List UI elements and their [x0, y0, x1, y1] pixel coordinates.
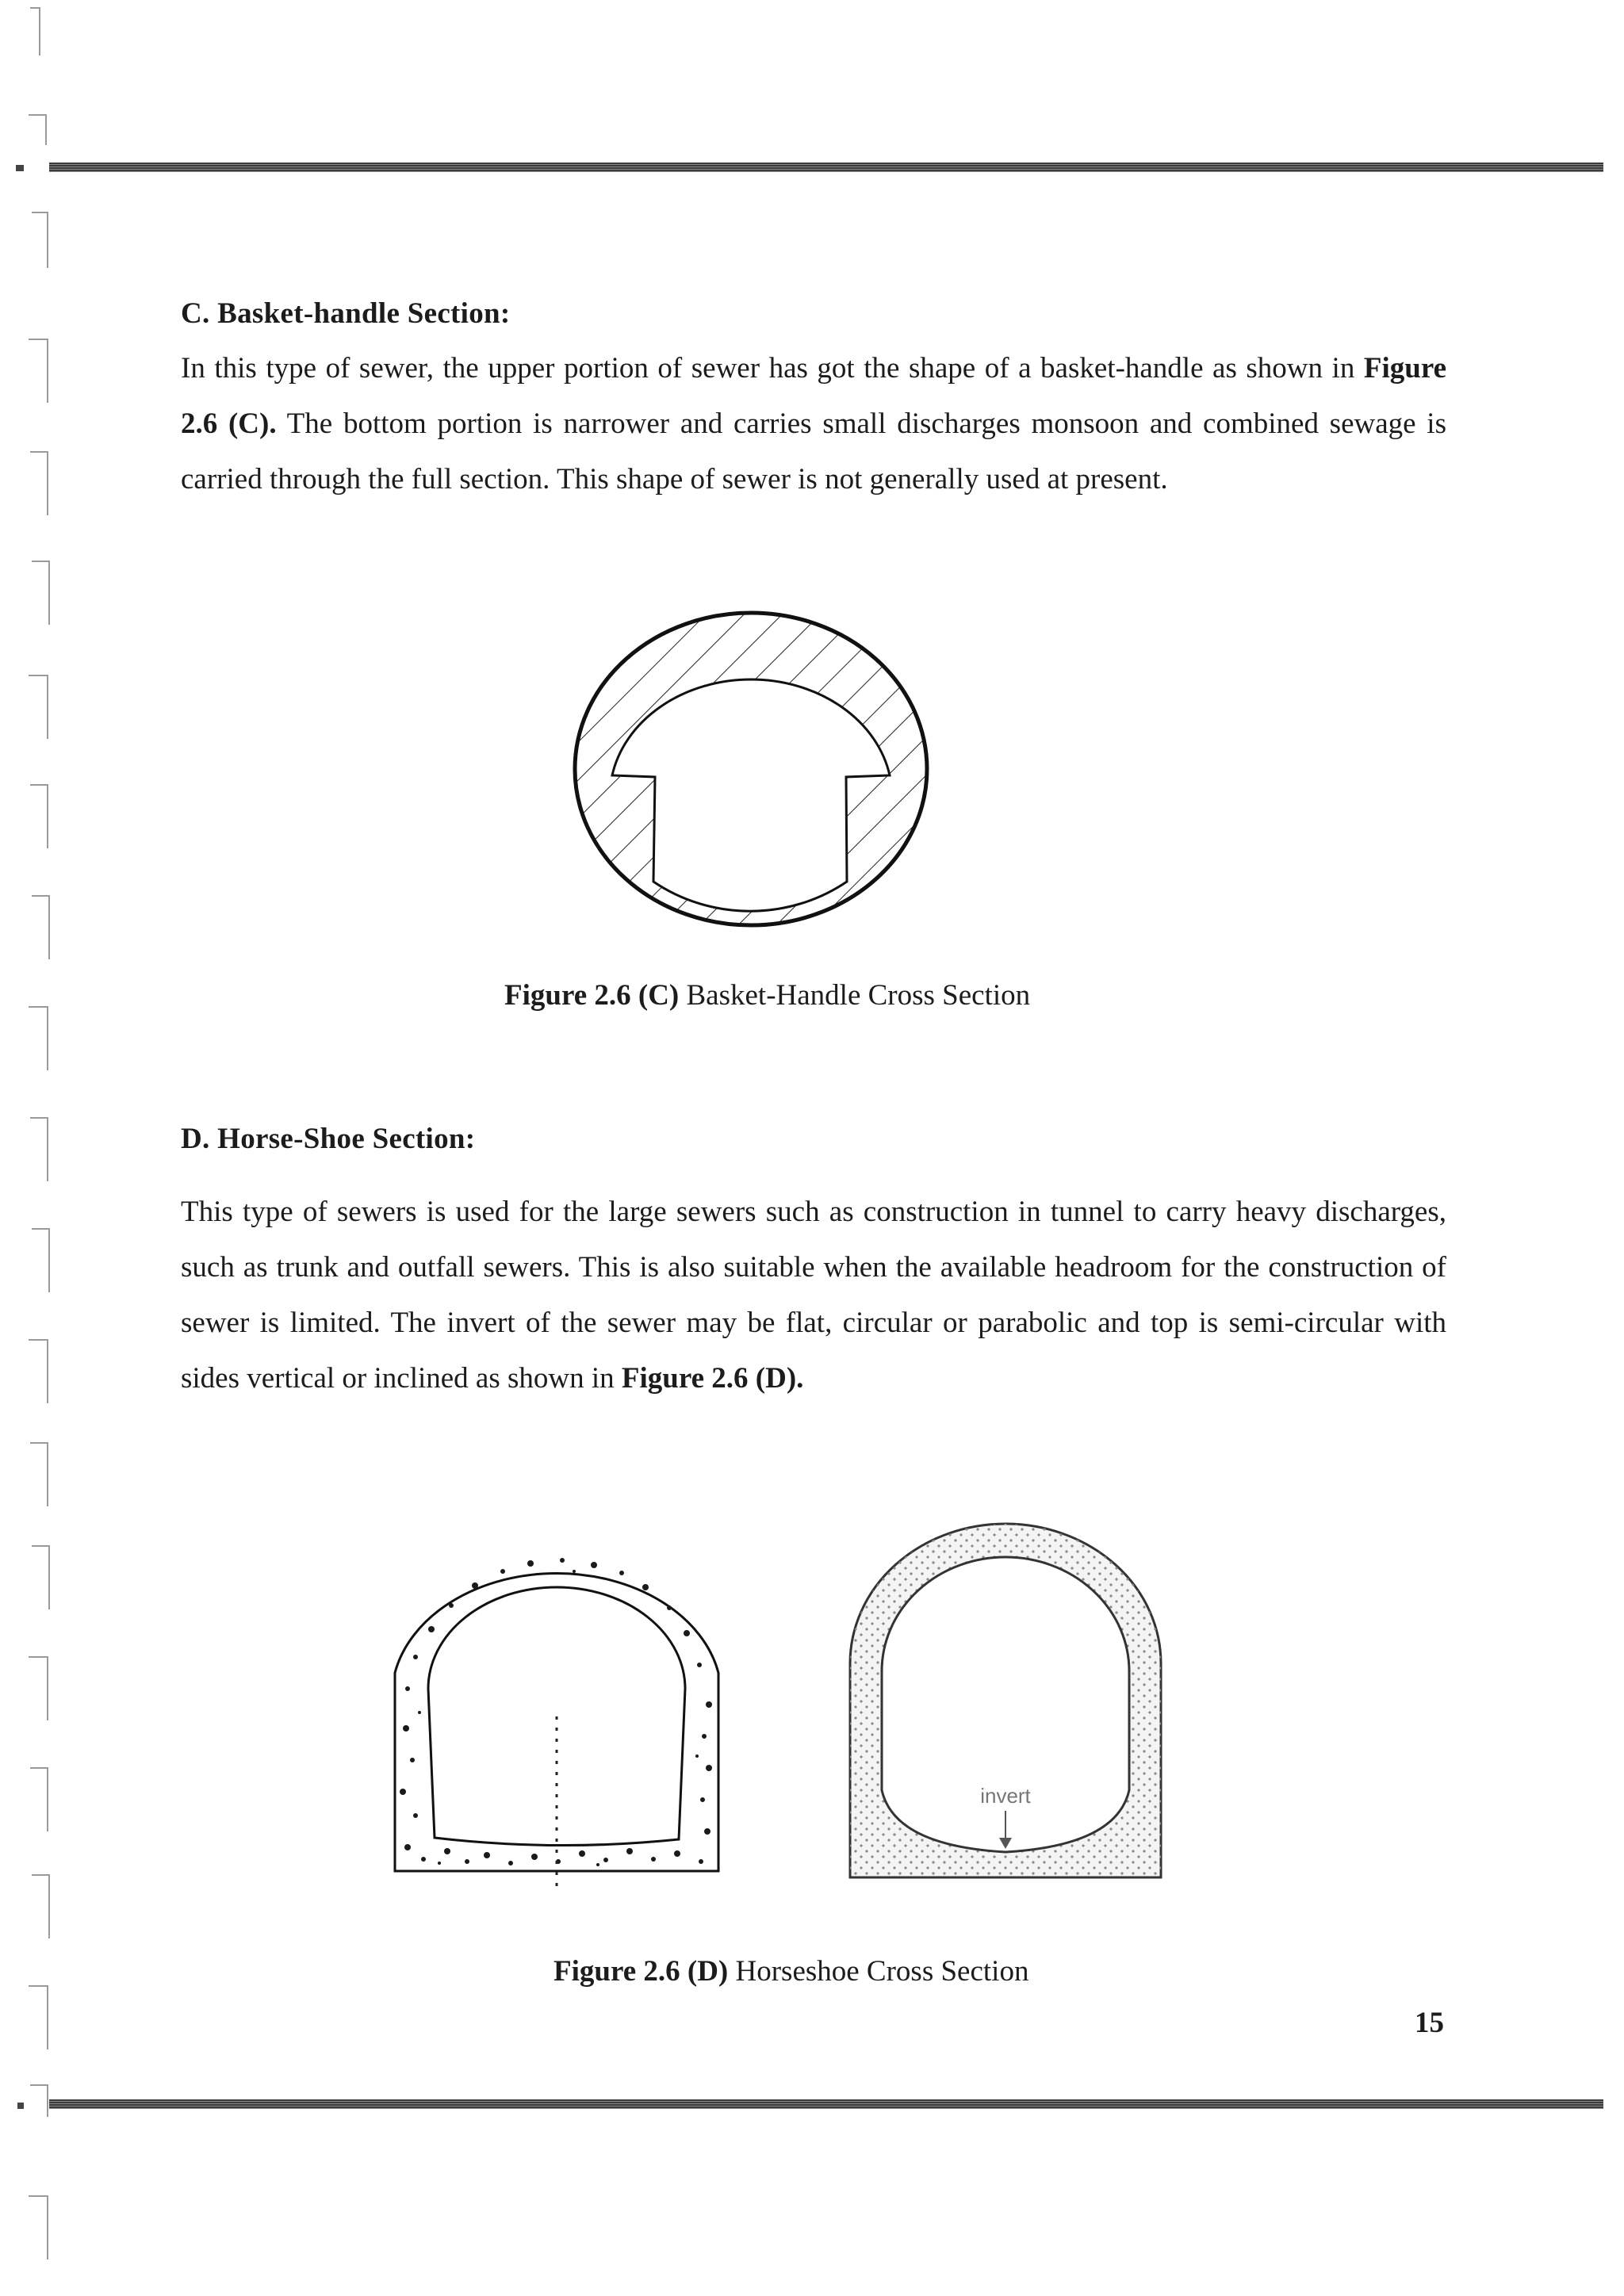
invert-label: invert: [980, 1784, 1031, 1808]
figure-ref-d: Figure 2.6 (D).: [621, 1362, 804, 1395]
page-number: 15: [1415, 2007, 1444, 2039]
figure-ref-c: Figure 2.6 (C).: [181, 352, 1446, 440]
binding-marks: [0, 0, 63, 2296]
horseshoe-section-curved-invert: [847, 1521, 1164, 1890]
basket-handle-figure: [565, 603, 937, 936]
section-c-heading: C. Basket-handle Section:: [181, 297, 511, 330]
section-d-paragraph: This type of sewers is used for the large sewers such as construction in tunnel to carry heavy discharges, such as trunk and outfall sewers. This is also suitable when the available headroom for the construction of sewer is limited. The invert of the sewer may be flat, circular or parabolic and top is semi-circular with sides vertical or inclined as shown in Figure 2.6 (D).: [181, 1196, 1446, 1395]
figure-c-caption: Figure 2.6 (C) Basket-Handle Cross Section: [504, 979, 1031, 1012]
figure-d-caption: Figure 2.6 (D) Horseshoe Cross Section: [553, 1955, 1029, 1988]
horseshoe-section-flat-invert: [392, 1546, 725, 1895]
section-c-paragraph: In this type of sewer, the upper portion of sewer has got the shape of a basket-handle as shown in Figure 2.6 (C). The bottom portion is narrower and carries small discharges monsoon and combined sewage is carried through the full section. This shape of sewer is not generally used at present.: [181, 352, 1446, 496]
section-d-heading: D. Horse-Shoe Section:: [181, 1123, 476, 1155]
footer-rule: [49, 2099, 1603, 2109]
header-rule: [49, 163, 1603, 172]
